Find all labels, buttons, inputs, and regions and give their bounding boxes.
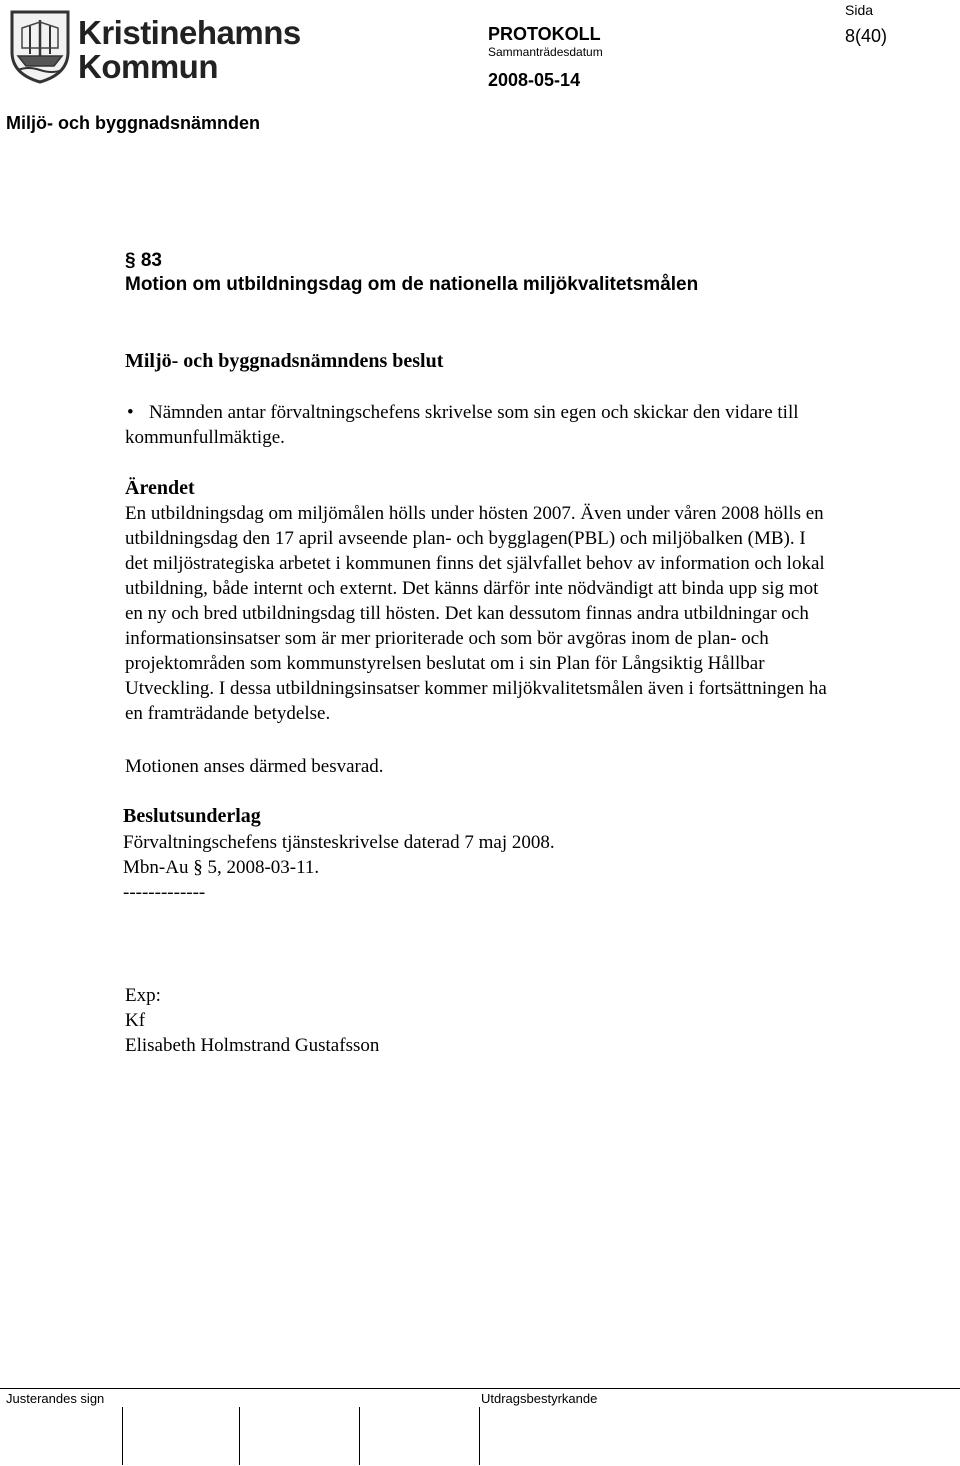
- decision-basis-heading: Beslutsunderlag: [123, 805, 261, 827]
- signature-box-divider: [122, 1407, 123, 1465]
- matter-line: utbildningsdag den 17 april avseende plan- och bygglagen(PBL) och miljöbalken (MB). I: [125, 528, 806, 549]
- matter-line: projektområden som kommunstyrelsen beslutat om i sin Plan för Långsiktig Hållbar: [125, 653, 765, 674]
- matter-line: en ny och bred utbildningsdag till hösten. Det kan dessutom finnas andra utbildningar och: [125, 603, 809, 624]
- motion-conclusion: Motionen anses därmed besvarad.: [125, 756, 384, 777]
- bullet-icon: •: [127, 402, 134, 423]
- matter-line: Utveckling. I dessa utbildningsinsatser kommer miljökvalitetsmålen även i fortsättningen ha: [125, 678, 827, 699]
- matter-line: utbildning, både internt och externt. Det känns därför inte nödvändigt att binda upp sig mot: [125, 578, 819, 599]
- matter-line: informationsinsatser som är mer prioriterade och som bör avgöras inom de plan- och: [125, 628, 769, 649]
- paragraph-number: § 83: [125, 250, 162, 271]
- matter-line: En utbildningsdag om miljömålen hölls under hösten 2007. Även under våren 2008 hölls en: [125, 503, 824, 524]
- decision-basis-item: Mbn-Au § 5, 2008-03-11.: [123, 857, 320, 878]
- dispatch-recipient: Elisabeth Holmstrand Gustafsson: [125, 1035, 380, 1056]
- page-label: Sida: [845, 2, 874, 18]
- decision-bullet: [125, 400, 925, 425]
- logo-text-line2: Kommun: [78, 48, 218, 85]
- separator-dashes: -------------: [123, 882, 206, 903]
- logo-text-line1: Kristinehamns: [78, 14, 301, 51]
- matter-line: en framträdande betydelse.: [125, 703, 331, 724]
- footer-divider: [0, 1388, 960, 1389]
- matter-line: det miljöstrategiska arbetet i kommunen finns det självfallet behov av information och lokal: [125, 553, 825, 574]
- signature-box-divider: [479, 1407, 480, 1465]
- matter-heading: Ärendet: [125, 477, 195, 499]
- page-title: Motion om utbildningsdag om de nationella miljökvalitetsmålen: [125, 274, 699, 295]
- page-number: 8(40): [845, 26, 888, 46]
- decision-text: Nämnden antar förvaltningschefens skrivelse som sin egen och skickar den vidare till: [149, 402, 799, 423]
- signature-label: Justerandes sign: [6, 1391, 105, 1406]
- coat-of-arms-icon: [8, 8, 72, 84]
- signature-box-divider: [239, 1407, 240, 1465]
- certification-label: Utdragsbestyrkande: [481, 1391, 598, 1406]
- decision-heading: Miljö- och byggnadsnämndens beslut: [125, 350, 444, 372]
- decision-text-cont: kommunfullmäktige.: [125, 427, 285, 448]
- committee-name: Miljö- och byggnadsnämnden: [6, 113, 261, 133]
- dispatch-recipient: Kf: [125, 1010, 146, 1031]
- matter-body: [125, 501, 940, 726]
- dispatch-label: Exp:: [125, 985, 161, 1006]
- meeting-date: 2008-05-14: [488, 70, 581, 90]
- document-type: PROTOKOLL: [488, 24, 601, 44]
- decision-basis-item: Förvaltningschefens tjänsteskrivelse daterad 7 maj 2008.: [123, 832, 555, 853]
- date-label: Sammanträdesdatum: [488, 45, 603, 59]
- municipality-logo: [8, 8, 301, 86]
- signature-box-divider: [359, 1407, 360, 1465]
